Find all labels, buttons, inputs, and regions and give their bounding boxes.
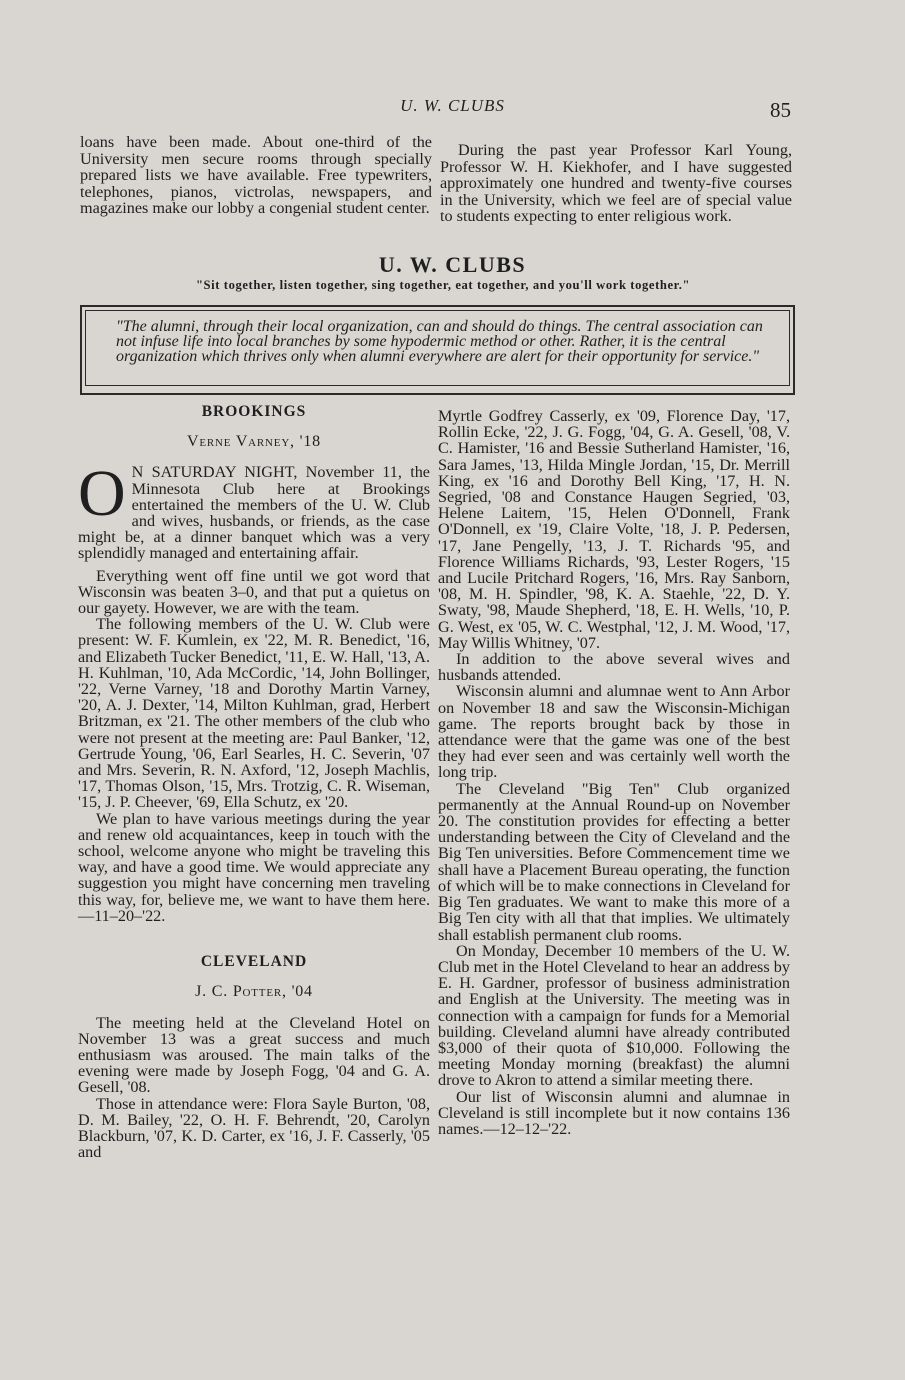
brookings-paragraph-3: The following members of the U. W. Club were present: W. F. Kumlein, ex '22, M. R. Benedict, '16, and Elizabeth Tucker Benedict, '11, E. W. Hall, '13, A. H. Kuhlman, '10, Ada McCordic, '14, John Bollinger, '22, Verne Varney, '18 and Dorothy Martin Varney, '20, A. J. Dexter, '14, Milton Kuhlman, grad, Herbert Britzman, ex '21. The other members of the club who were not present at the meeting are: Paul Banker, '12, Gertrude Young, '06, Earl Searles, H. C. Severin, '07 and Mrs. Severin, R. N. Axford, '12, Joseph Machlis, '17, Thomas Olson, '15, Mrs. Trotzig, C. R. Wiseman, '15, J. P. Cheever, '69, Ella Schutz, ex '20. bbox=[78, 615, 430, 812]
section-motto: "Sit together, listen together, sing together, eat together, and you'll work together." bbox=[195, 278, 691, 292]
cleveland-paragraph-6: On Monday, December 10 members of the U. W. Club met in the Hotel Cleveland to hear an address by E. H. Gardner, professor of business administration and English at the University. The meeting was in connection with a campaign for funds for a Memorial building. Cleveland alumni have already contributed $3,000 of their quota of $10,000. Following the meeting Monday morning (breakfast) the alumni drove to Akron to attend a similar meeting there. bbox=[438, 941, 790, 1090]
left-column bbox=[78, 400, 430, 1160]
brookings-paragraph-1-text: N SATURDAY NIGHT, November 11, the Minnesota Club here at Brookings entertained the members of the U. W. Club and wives, husbands, or friends, as the case might be, at a dinner banquet which was a very splendidly managed and entertaining affair. bbox=[78, 463, 430, 563]
brookings-paragraph-1 bbox=[78, 457, 430, 563]
continuation-paragraph-left: loans have been made. About one-third of the University men secure rooms through specially prepared lists we have available. Free typewriters, telephones, pianos, victrolas, newspapers, and magazines make our lobby a congenial student center. bbox=[80, 133, 432, 218]
top-left-continuation bbox=[80, 134, 432, 217]
running-head: U. W. CLUBS bbox=[400, 96, 505, 115]
cleveland-heading: CLEVELAND bbox=[200, 953, 308, 971]
cleveland-byline: J. C. Potter, '04 bbox=[195, 983, 313, 1001]
page-number: 85 bbox=[770, 98, 791, 122]
section-title: U. W. CLUBS bbox=[378, 252, 527, 277]
right-column bbox=[438, 408, 790, 1137]
cleveland-paragraph-1: The meeting held at the Cleveland Hotel on November 13 was a great success and much enthusiasm was aroused. The main talks of the evening were made by Joseph Fogg, '04 and G. A. Gesell, '08. bbox=[78, 1013, 430, 1097]
brookings-heading: BROOKINGS bbox=[201, 403, 307, 420]
cleveland-attendees: Myrtle Godfrey Casserly, ex '09, Florence Day, '17, Rollin Ecke, '22, J. G. Fogg, '04, G. A. Gesell, '08, V. C. Hamister, '16 and Bessie Sutherland Hamister, '16, Sara James, '13, Hilda Mingle Jordan, '15, Dr. Merrill King, ex '16 and Dorothy Bell King, '17, H. N. Segried, '08 and Constance Haugen Segried, '03, Helene Laitem, '15, Helen O'Donnell, Frank O'Donnell, ex '19, Claire Volte, '18, J. P. Pedersen, '17, Jane Pengelly, '13, J. T. Richards '95, and Florence Williams Richards, '93, Lester Rogers, '15 and Lucile Pritchard Rogers, '16, Mrs. Ray Sanborn, '08, M. H. Spindler, '98, K. A. Staehle, '22, D. Y. Swaty, '98, Maude Shepherd, '18, E. H. Wells, '10, P. G. West, ex '05, W. C. Westphal, '12, J. M. Wood, '17, May Willis Whitney, '07. bbox=[438, 407, 790, 652]
drop-cap: O bbox=[78, 457, 126, 531]
cleveland-paragraph-3: In addition to the above several wives and husbands attended. bbox=[438, 650, 790, 685]
boxed-quote: "The alumni, through their local organization, can and should do things. The central association can not infuse life into local branches by some hypodermic method or other. Rather, it is the central organization which thrives only when alumni everywhere are alert for their opportunity for service." bbox=[85, 310, 790, 386]
brookings-paragraph-4: We plan to have various meetings during the year and renew old acquaintances, keep in touch with the school, welcome anyone who might be traveling this way, and have a good time. We would appreciate any suggestion you might have concerning men traveling this way, for, believe me, we want to have them here.—11–20–'22. bbox=[78, 809, 430, 925]
cleveland-paragraph-4: Wisconsin alumni and alumnae went to Ann Arbor on November 18 and saw the Wisconsin-Michigan game. The reports brought back by those in attendance were that the game was one of the best they had ever seen and was certainly well worth the long trip. bbox=[438, 682, 790, 782]
cleveland-paragraph-2: Those in attendance were: Flora Sayle Burton, '08, D. M. Bailey, '22, O. H. F. Behrendt, '20, Carolyn Blackburn, '07, K. D. Carter, ex '16, J. F. Casserly, '05 and bbox=[78, 1094, 430, 1162]
boxed-quote-frame bbox=[80, 305, 795, 395]
brookings-byline: Verne Varney, '18 bbox=[187, 433, 321, 451]
cleveland-paragraph-5: The Cleveland "Big Ten" Club organized permanently at the Annual Round-up on November 20. The constitution provides for effecting a better understanding between the City of Cleveland and the Big Ten universities. Before Commencement time we shall have a Placement Bureau operating, the function of which will be to make connections in Cleveland for Big Ten graduates. We want to make this more of a Big Ten city with all that that implies. We ultimately shall establish permanent club rooms. bbox=[438, 779, 790, 944]
continuation-paragraph-right: During the past year Professor Karl Young, Professor W. H. Kiekhofer, and I have suggested approximately one hundred and twenty-five courses in the University, which we feel are of special value to students expecting to enter religious work. bbox=[440, 141, 792, 226]
brookings-paragraph-2: Everything went off fine until we got word that Wisconsin was beaten 3–0, and that put a quietus on our gayety. However, we are with the team. bbox=[78, 566, 430, 618]
top-right-continuation bbox=[440, 142, 792, 225]
cleveland-paragraph-7: Our list of Wisconsin alumni and alumnae in Cleveland is still incomplete but it now contains 136 names.—12–12–'22. bbox=[438, 1087, 790, 1138]
